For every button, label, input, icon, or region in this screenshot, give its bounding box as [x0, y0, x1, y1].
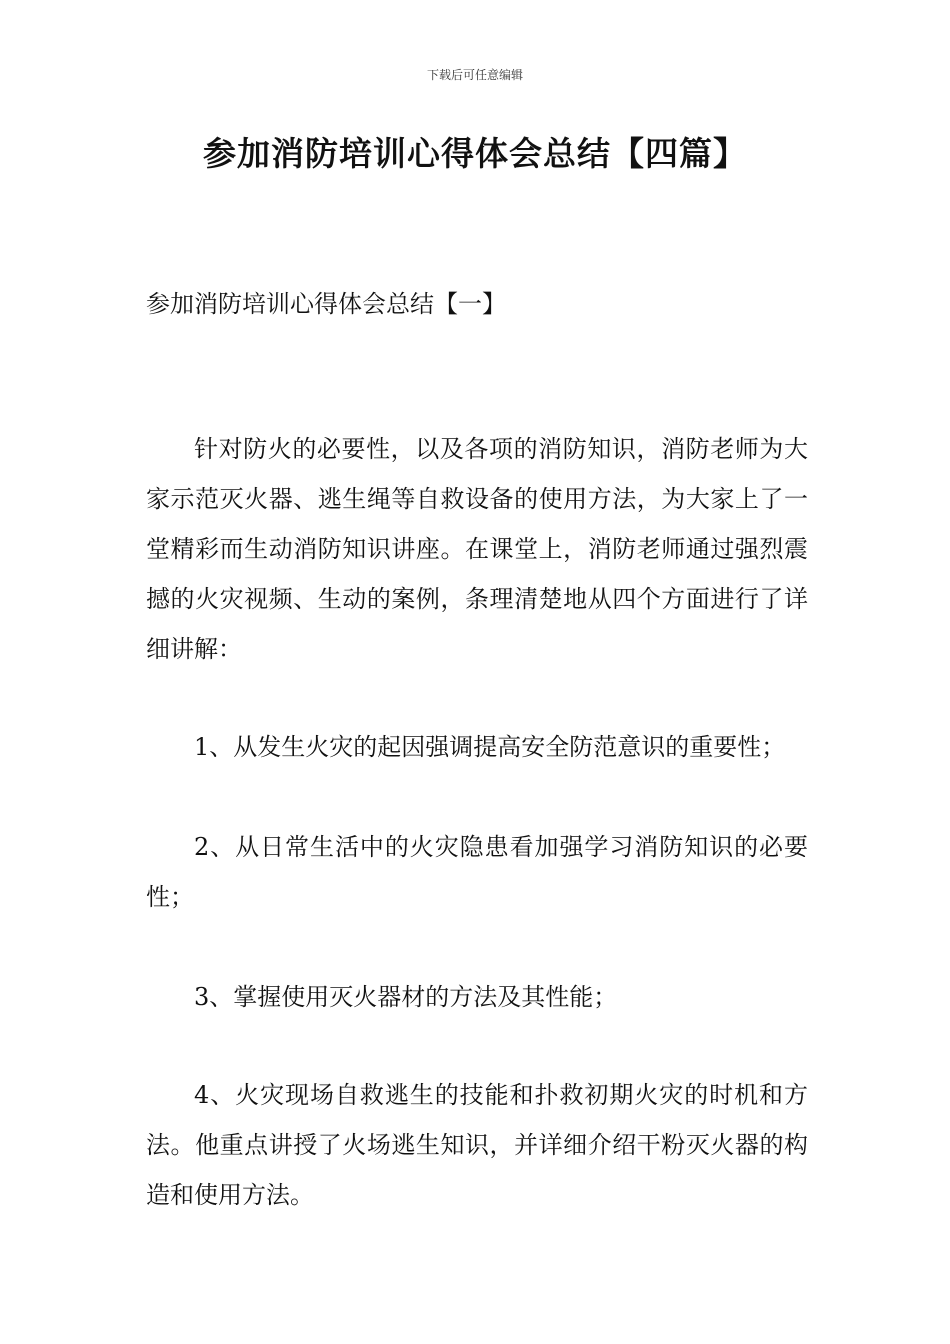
section-title: 参加消防培训心得体会总结【一】 [146, 290, 506, 318]
list-item-3: 3、掌握使用灭火器材的方法及其性能； [194, 983, 618, 1011]
list-item-1: 1、从发生火灾的起因强调提高安全防范意识的重要性； [194, 733, 786, 761]
header-note: 下载后可任意编辑 [426, 68, 523, 82]
document-title: 参加消防培训心得体会总结【四篇】 [203, 134, 747, 173]
list-item-2: 2、从日常生活中的火灾隐患看加强学习消防知识的必要性； [146, 833, 808, 911]
list-item-4: 4、火灾现场自救逃生的技能和扑救初期火灾的时机和方法。他重点讲授了火场逃生知识，并详细介绍干粉灭火器的构造和使用方法。 [146, 1081, 808, 1209]
intro-paragraph: 针对防火的必要性，以及各项的消防知识，消防老师为大家示范灭火器、逃生绳等自救设备的使用方法，为大家上了一堂精彩而生动消防知识讲座。在课堂上，消防老师通过强烈震撼的火灾视频、生动的案例，条理清楚地从四个方面进行了详细讲解： [146, 435, 808, 663]
